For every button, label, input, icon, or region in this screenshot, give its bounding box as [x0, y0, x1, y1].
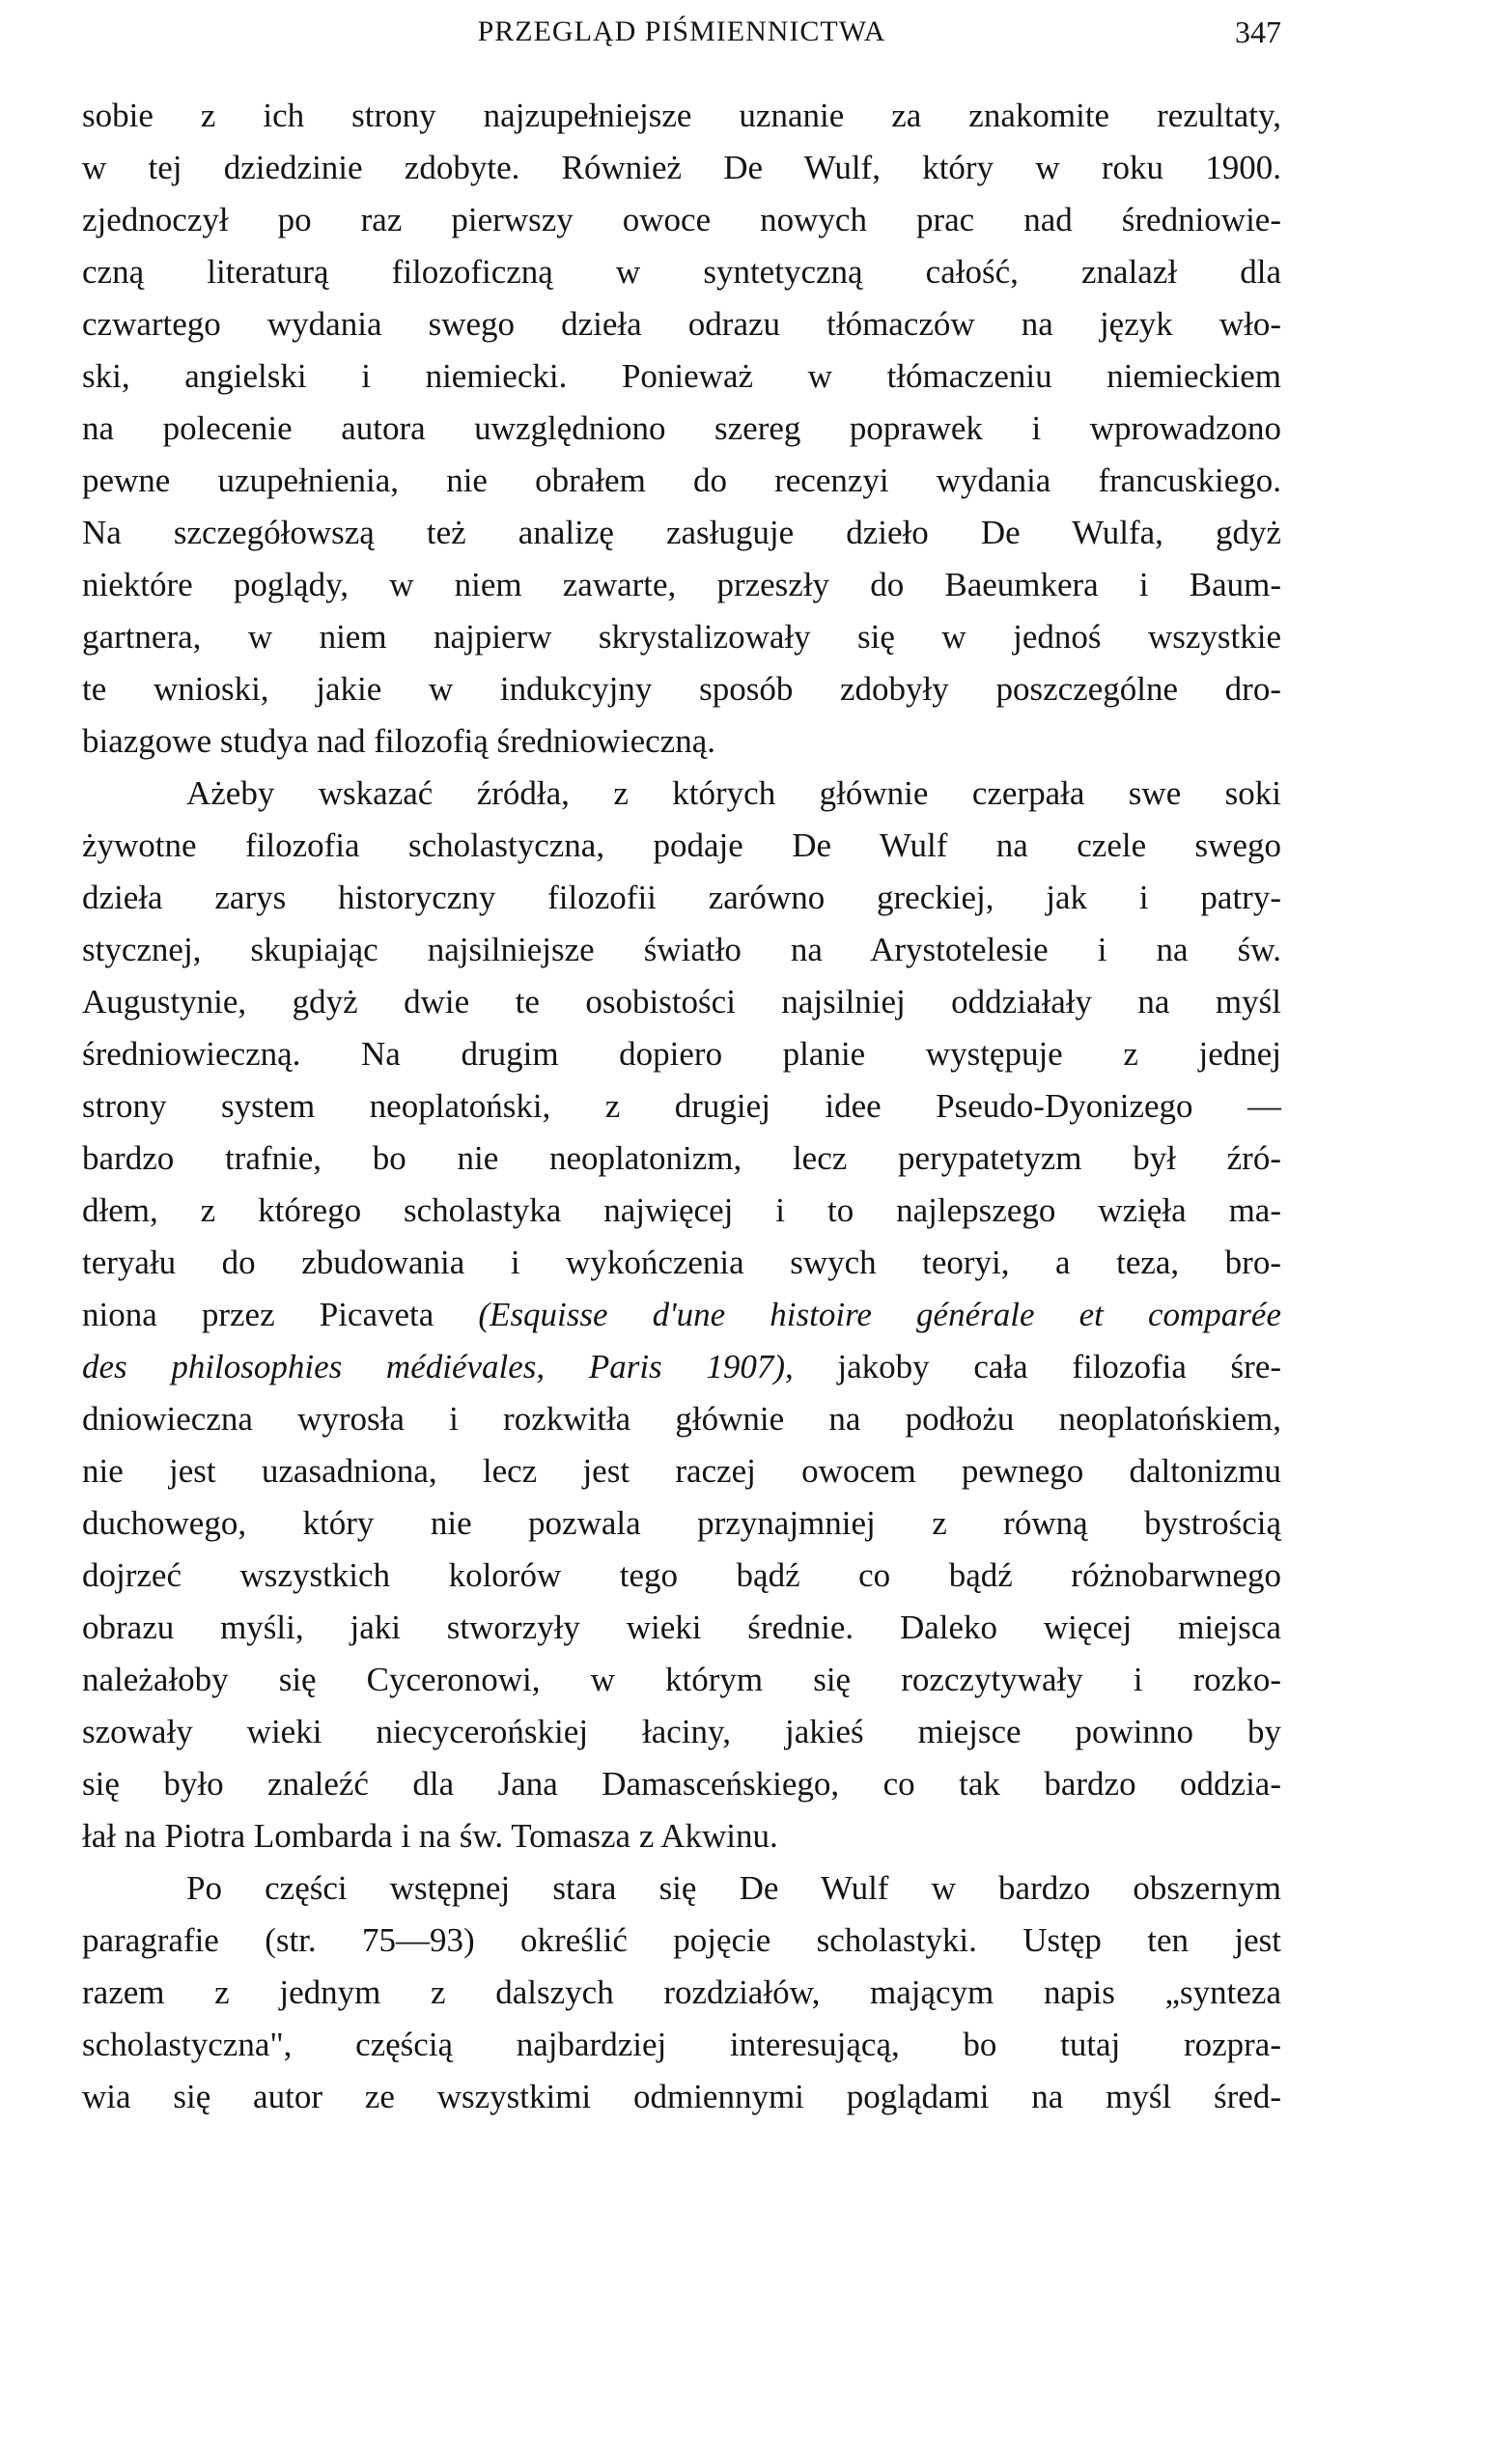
text-line: należałoby się Cyceronowi, w którym się rozczytywały i rozko-	[82, 1661, 1281, 1698]
text-line: strony system neoplatoński, z drugiej idee Pseudo-Dyonizego —	[82, 1087, 1281, 1125]
text-line: Augustynie, gdyż dwie te osobistości najsilniej oddziałały na myśl	[82, 983, 1281, 1021]
text-line: scholastyczna", częścią najbardziej interesującą, bo tutaj rozpra-	[82, 2026, 1281, 2063]
text-line: te wnioski, jakie w indukcyjny sposób zdobyły poszczególne dro-	[82, 670, 1281, 708]
text-line: gartnera, w niem najpierw skrystalizowały się w jednoś wszystkie	[82, 618, 1281, 656]
paragraph-end-line: łał na Piotra Lombarda i na św. Tomasza z Akwinu.	[82, 1817, 778, 1855]
text-line: w tej dziedzinie zdobyte. Również De Wulf, który w roku 1900.	[82, 149, 1281, 186]
text-line: razem z jednym z dalszych rozdziałów, mającym napis „synteza	[82, 1973, 1281, 2011]
text-line: żywotne filozofia scholastyczna, podaje De Wulf na czele swego	[82, 826, 1281, 864]
paragraph-end-line: biazgowe studya nad filozofią średniowieczną.	[82, 722, 715, 760]
book-citation: (Esquisse d'une histoire générale et comparée	[478, 1296, 1281, 1333]
text-line: nie jest uzasadniona, lecz jest raczej owocem pewnego daltonizmu	[82, 1452, 1281, 1490]
text-line: zjednoczył po raz pierwszy owoce nowych prac nad średniowie-	[82, 201, 1281, 238]
text-line: dniowieczna wyrosła i rozkwitła głównie na podłożu neoplatońskiem,	[82, 1400, 1281, 1438]
text-line: wia się autor ze wszystkimi odmiennymi poglądami na myśl śred-	[82, 2078, 1281, 2115]
text-line: stycznej, skupiając najsilniejsze światło na Arystotelesie i na św.	[82, 931, 1281, 968]
text-line: czną literaturą filozoficzną w syntetyczną całość, znalazł dla	[82, 253, 1281, 291]
running-title: PRZEGLĄD PIŚMIENNICTWA	[477, 15, 886, 47]
text-line: bardzo trafnie, bo nie neoplatonizm, lecz perypatetyzm był źró-	[82, 1139, 1281, 1177]
text-line-with-citation	[82, 1341, 1281, 1393]
text-line: paragrafie (str. 75—93) określić pojęcie scholastyki. Ustęp ten jest	[82, 1921, 1281, 1959]
body-text	[82, 90, 1281, 2123]
text-line: dzieła zarys historyczny filozofii zarówno greckiej, jak i patry-	[82, 879, 1281, 916]
text-line: duchowego, który nie pozwala przynajmniej z równą bystrością	[82, 1504, 1281, 1542]
text-line: na polecenie autora uwzględniono szereg poprawek i wprowadzono	[82, 409, 1281, 447]
text-line: szowały wieki niecycerońskiej łaciny, jakieś miejsce powinno by	[82, 1713, 1281, 1750]
text-line: Na szczegółowszą też analizę zasługuje dzieło De Wulfa, gdyż	[82, 514, 1281, 551]
text-line: się było znaleźć dla Jana Damasceńskiego, co tak bardzo oddzia-	[82, 1765, 1281, 1803]
page-number: 347	[1235, 14, 1281, 49]
paragraph-start-line: Ażeby wskazać źródła, z których głównie czerpała swe soki	[186, 774, 1281, 812]
text-line: dojrzeć wszystkich kolorów tego bądź co bądź różnobarwnego	[82, 1556, 1281, 1594]
text-line: średniowieczną. Na drugim dopiero planie występuje z jednej	[82, 1035, 1281, 1073]
book-citation: des philosophies médiévales, Paris 1907),	[82, 1348, 794, 1385]
text-line: sobie z ich strony najzupełniejsze uznanie za znakomite rezultaty,	[82, 97, 1281, 134]
line-text: jakoby cała filozofia śre-	[793, 1348, 1282, 1385]
text-line: teryału do zbudowania i wykończenia swych teoryi, a teza, bro-	[82, 1244, 1281, 1281]
text-line: dłem, z którego scholastyka najwięcej i to najlepszego wzięła ma-	[82, 1191, 1281, 1229]
line-text: niona przez Picaveta	[82, 1296, 479, 1333]
text-line: niektóre poglądy, w niem zawarte, przeszły do Baeumkera i Baum-	[82, 566, 1281, 603]
text-line: obrazu myśli, jaki stworzyły wieki średnie. Daleko więcej miejsca	[82, 1609, 1281, 1646]
text-line: pewne uzupełnienia, nie obrałem do recenzyi wydania francuskiego.	[82, 462, 1281, 499]
text-line-with-citation	[82, 1289, 1281, 1341]
text-line: czwartego wydania swego dzieła odrazu tłómaczów na język wło-	[82, 305, 1281, 343]
running-head	[82, 8, 1281, 56]
paragraph-start-line: Po części wstępnej stara się De Wulf w bardzo obszernym	[186, 1869, 1281, 1907]
text-line: ski, angielski i niemiecki. Ponieważ w tłómaczeniu niemieckiem	[82, 357, 1281, 395]
